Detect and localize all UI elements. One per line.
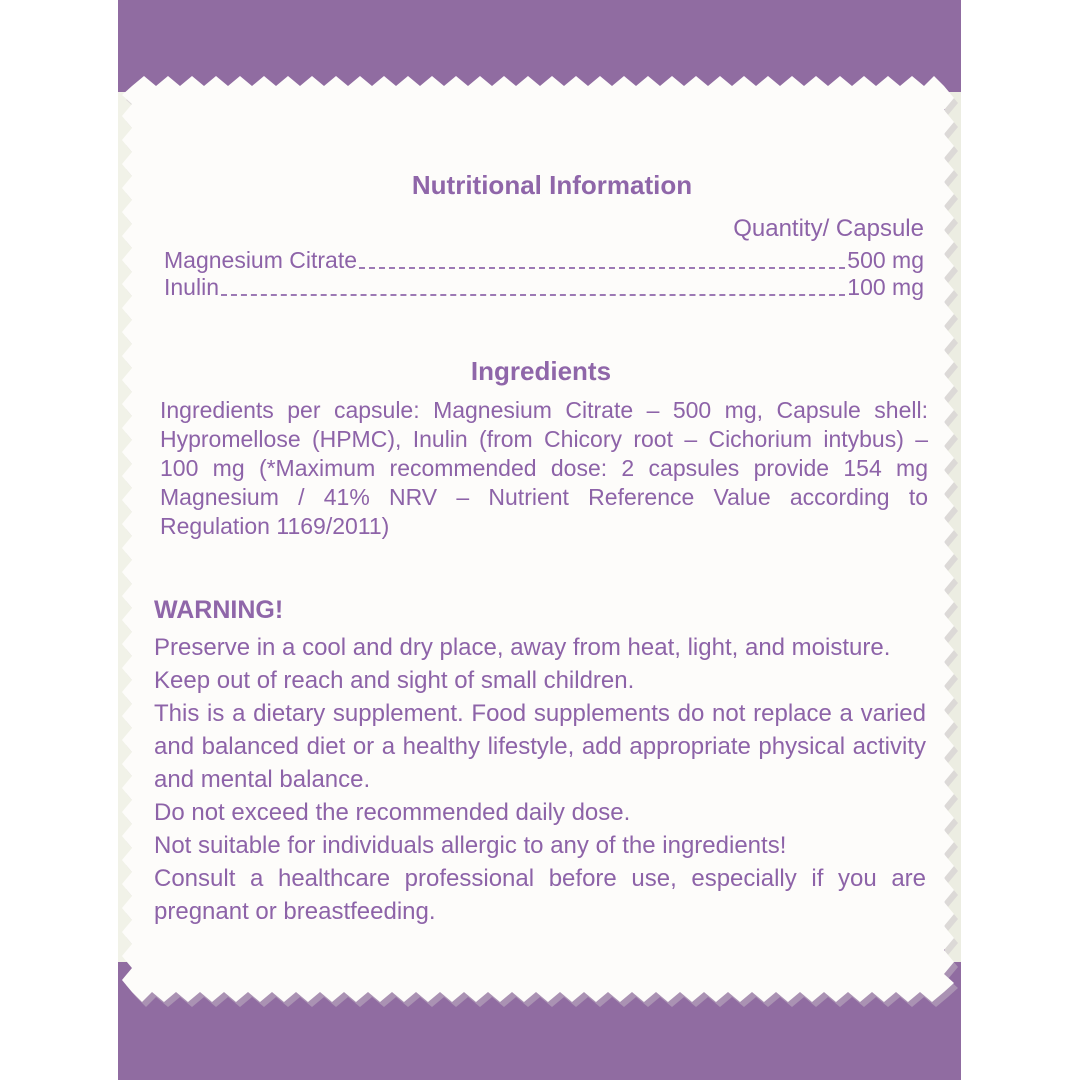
- nutrition-title: Nutritional Information: [411, 170, 693, 200]
- nutrition-row-magnesium: [164, 246, 924, 274]
- warning-title: WARNING!: [154, 596, 284, 624]
- warning-line: Not suitable for individuals allergic to any of the ingredients!: [154, 832, 787, 859]
- warning-line: Consult a healthcare professional before use, especially if you are pregnant or breastfeeding.: [154, 865, 926, 925]
- warning-line: Do not exceed the recommended daily dose.: [154, 799, 631, 826]
- nutrient-name: Magnesium Citrate: [164, 247, 358, 273]
- warning-line: This is a dietary supplement. Food supplements do not replace a varied and balanced diet or a healthy lifestyle, add appropriate physical activity and mental balance.: [154, 700, 926, 793]
- nutrition-row-inulin: [164, 273, 924, 301]
- dotted-leader: [221, 294, 845, 296]
- ingredients-text: Ingredients per capsule: Magnesium Citrate – 500 mg, Capsule shell: Hypromellose (HPMC), Inulin (from Chicory root – Cichorium intybus) – 100 mg (*Maximum recommended dose: 2 capsules provide 154 mg Magnesium / 41% NRV – Nutrient Reference Value according to Regulation 1169/2011): [160, 397, 928, 539]
- warning-line: Preserve in a cool and dry place, away from heat, light, and moisture.: [154, 634, 891, 661]
- dotted-leader: [359, 267, 845, 269]
- nutrient-value: 500 mg: [847, 247, 924, 273]
- nutrient-name: Inulin: [164, 274, 219, 300]
- warning-list: [154, 631, 926, 928]
- ingredients-title: Ingredients: [470, 356, 612, 386]
- quantity-column-header: Quantity/ Capsule: [733, 215, 924, 242]
- nutrient-value: 100 mg: [847, 274, 924, 300]
- warning-line: Keep out of reach and sight of small children.: [154, 667, 635, 694]
